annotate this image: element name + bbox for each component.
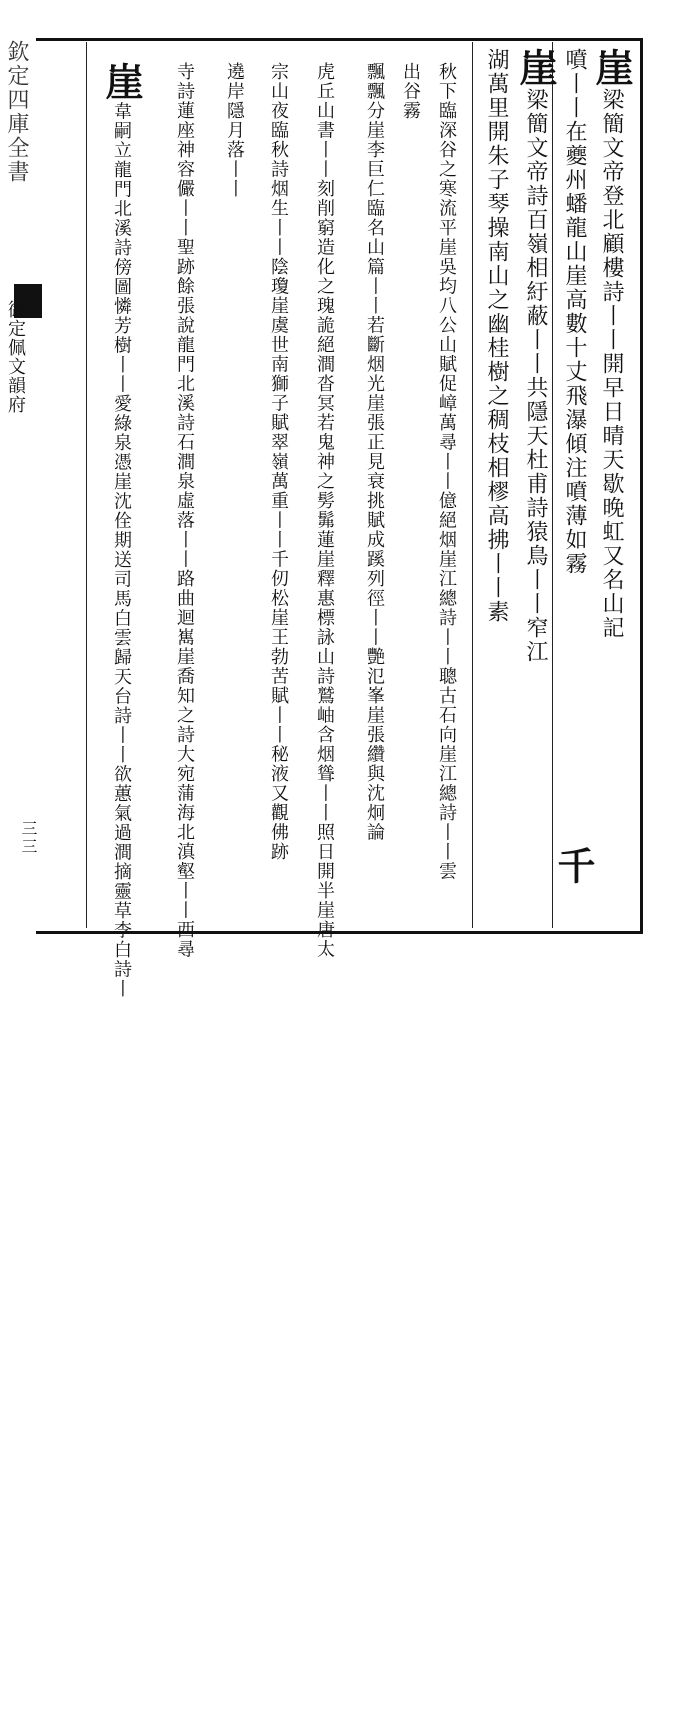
text-column-8 [312, 62, 336, 959]
text-column-3 [514, 48, 556, 920]
column-text: 出谷霧 [400, 62, 421, 121]
text-column-4 [482, 48, 510, 920]
column-rule [86, 42, 87, 928]
column-text: 梁簡文帝詩百嶺相紆蔽丨丨共隱天杜甫詩猿鳥丨丨窄江 [523, 88, 548, 664]
margin-fragment: 欽定四庫全書 [4, 40, 29, 184]
page-number: 三三 [19, 820, 38, 856]
text-column-5 [434, 62, 458, 934]
book-title: 御定佩文韻府 [5, 300, 26, 414]
text-column-7 [362, 62, 386, 934]
text-column-11 [172, 62, 196, 959]
column-text: 宗山夜臨秋詩烟生丨丨陰瓊崖虞世南獅子賦翠嶺萬重丨丨千仞松崖王勃苦賦丨丨秘液又觀佛跡 [268, 62, 289, 862]
text-column-2b [552, 846, 594, 1718]
column-head: 崖 [99, 62, 144, 102]
column-text: 虎丘山書丨丨刻削窮造化之瑰詭絕澗沓冥若鬼神之髣髴蓮崖釋惠標詠山詩鷲岫含烟聳丨丨照日開半崖唐太 [314, 62, 335, 959]
text-column-6 [398, 62, 422, 934]
column-text: 秋下臨深谷之寒流平崖吳均八公山賦促嶂萬尋丨丨億絕烟崖江總詩丨丨聰古石向崖江總詩丨丨雲 [436, 62, 457, 881]
column-text: 梁簡文帝登北顧樓詩丨丨開早日晴天歇晚虹又名山記 [599, 88, 624, 640]
text-column-9 [266, 62, 290, 934]
column-text: 遶岸隱月落丨丨 [224, 62, 245, 199]
column-text: 寺詩蓮座神容儼丨丨聖跡餘張說龍門北溪詩石澗泉虛落丨丨路曲迴嶲崖喬知之詩大宛蒲海北滇壑丨丨西尋 [174, 62, 195, 959]
column-text: 噴丨丨在夔州蟠龍山崖高數十丈飛瀑傾注噴薄如霧 [562, 48, 587, 576]
column-rule [472, 42, 473, 928]
text-column-1 [590, 48, 632, 920]
column-head: 崖 [513, 48, 558, 88]
column-head: 崖 [589, 48, 634, 88]
column-text: 湖萬里開朱子琴操南山之幽桂樹之稠枝相樛高拂丨丨素 [484, 48, 509, 624]
text-column-2 [560, 48, 588, 920]
column-text: 韋嗣立龍門北溪詩傍圖憐芳樹丨丨愛綠泉憑崖沈佺期送司馬白雲歸天台詩丨丨欲蕙氣過澗摘靈草李白詩丨 [111, 101, 132, 999]
column-text: 飄飄分崖李巨仁臨名山篇丨丨若斷烟光崖張正見衰挑賦成蹊列徑丨丨艷氾峯崖張纘與沈炯論 [364, 62, 385, 842]
text-column-12 [99, 62, 144, 999]
text-column-10 [222, 62, 246, 934]
column-head: 千 [551, 846, 596, 886]
